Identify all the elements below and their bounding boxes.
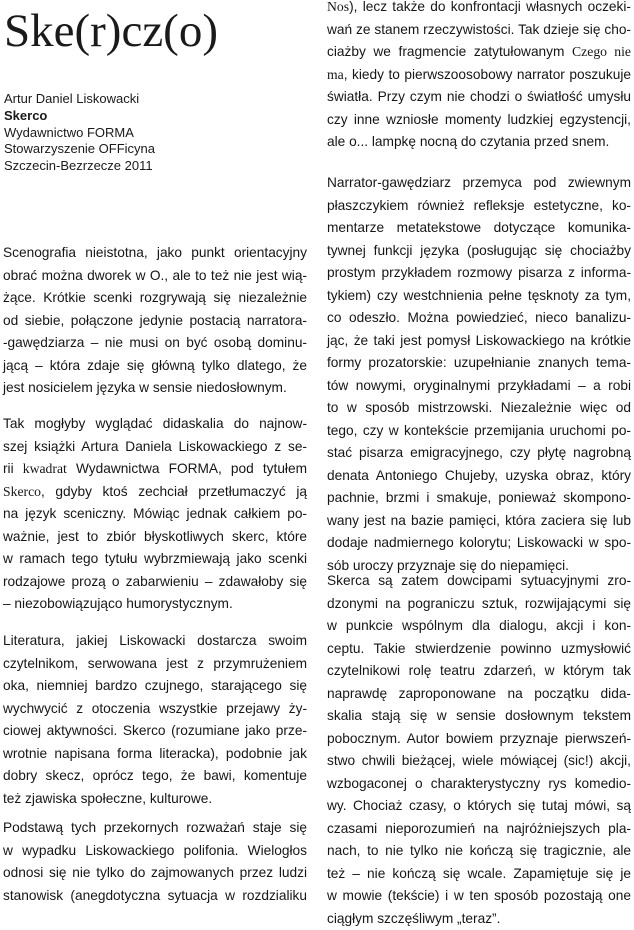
text-run: , gdyby ktoś zechciał przetłumaczyć ją xyxy=(41,484,307,499)
text-line: Skerca są zatem dowcipami sytuacyjnymi zro- xyxy=(327,570,631,593)
text-line: wy. Chociaż czasy, o których się tutaj mówi, są xyxy=(327,795,631,818)
text-line: nach, to nie tylko nie kończą się tragicznie, ale xyxy=(327,840,631,863)
paragraph-skerca xyxy=(327,570,631,930)
text-line: jąc, że taki jest pomysł Liskowackiego na krótkie xyxy=(327,330,631,353)
text-line: rodzajowe prozą o zabarwieniu – zdawałoby się xyxy=(3,571,307,594)
text-line: stanowisk (anegdotyczna sytuacja w rozdzialiku xyxy=(3,885,307,908)
paragraph-narrator xyxy=(327,172,631,577)
text-line: czytelnikowi rolę teatru zdarzeń, w którym tak xyxy=(327,660,631,683)
text-line: wany jest na bazie pamięci, która zaciera się lub xyxy=(327,510,631,533)
text-line: na język sceniczny. Mówiąc jednak całkiem po- xyxy=(3,503,307,526)
text-run: Wydawnictwa FORMA, pod tytułem xyxy=(67,461,307,476)
text-line: wań ze stanem rzeczywistości. Tak dzieje się cho- xyxy=(327,19,631,42)
text-line: dodaje nadmiernego kolorytu; Liskowacki w spo- xyxy=(327,532,631,555)
text-line: stać pisarza emigracyjnego, czy płytę nagrobną xyxy=(327,442,631,465)
text-line: tywnej funkcji języka (posługując się chociażby xyxy=(327,240,631,263)
text-line: Narrator-gawędziarz przemyca pod zwiewnym xyxy=(327,172,631,195)
text-line: wrotnie napisana forma literacka), podobnie jak xyxy=(3,743,307,766)
text-line: dzonymi na pograniczu sztuk, rozwijającymi się xyxy=(327,593,631,616)
text-line xyxy=(327,0,631,19)
text-line: stwo chwili bieżącej, wiele mówiącej (sic!) akcji, xyxy=(327,750,631,773)
paragraph-didaskalia xyxy=(3,413,307,616)
text-line: w wypadku Liskowackiego polifonia. Wielogłos xyxy=(3,840,307,863)
text-line: -gawędziarza – nie musi on być osobą dominu- xyxy=(3,332,307,355)
book-publisher: Wydawnictwo FORMA xyxy=(4,125,304,142)
text-line: szej książki Artura Daniela Liskowackiego z se- xyxy=(3,436,307,459)
paragraph-konfrontacja xyxy=(327,0,631,154)
text-line: jest nosicielem języka w sensie niedosłownym. xyxy=(3,377,307,400)
text-line: obrać można dworek w O., ale to też nie jest wią- xyxy=(3,265,307,288)
text-run: ), lecz także do konfrontacji własnych oczeki- xyxy=(349,0,631,14)
text-line: wzbogaconej o charakterystyczny rys komedio- xyxy=(327,773,631,796)
text-line: Tak mogłyby wyglądać didaskalia do najnow- xyxy=(3,413,307,436)
text-line xyxy=(3,481,307,504)
text-line: pachnie, brzmi i smakuje, ponieważ skompono- xyxy=(327,487,631,510)
book-place-year: Szczecin-Bezrzecze 2011 xyxy=(4,158,304,175)
book-association: Stowarzyszenie OFFicyna xyxy=(4,141,304,158)
text-line: mentarze metatekstowe dotyczące komunika- xyxy=(327,217,631,240)
text-line: ciowej aktywności. Skerco (rozumiane jako prze- xyxy=(3,720,307,743)
text-line: wychwycić z otoczenia wszystkie przejawy ży- xyxy=(3,698,307,721)
chapter-title-inline: ma xyxy=(327,67,344,82)
text-line xyxy=(327,64,631,87)
chapter-title-inline: Nos xyxy=(327,0,349,14)
text-line: tego, czy w kontekście przemijania uruchomi po- xyxy=(327,420,631,443)
text-line: oka, niemniej bardzo czujnego, starającego się xyxy=(3,675,307,698)
article-title: Ske(r)cz(o) xyxy=(4,6,304,56)
text-line: jącą – która zdaje się główną tylko dlatego, że xyxy=(3,355,307,378)
book-info xyxy=(4,91,304,175)
text-line: pobocznym. Autor bowiem przyznaje pierwszeń- xyxy=(327,728,631,751)
text-line: w mowie (tekście) i w ten sposób pozostają one xyxy=(327,885,631,908)
text-line: Scenografia nieistotna, jako punkt orientacyjny xyxy=(3,242,307,265)
paragraph-polifonia xyxy=(3,817,307,907)
text-line: sób uroczy przyznaje się do niepamięci. xyxy=(327,555,631,578)
text-line: formy prozatorskie: uzupełnianie znanych tema- xyxy=(327,352,631,375)
text-run: , kiedy to pierwszoosobowy narrator poszukuje xyxy=(344,67,631,82)
text-line: odnosi się nie tylko do zajmowanych przez ludzi xyxy=(3,862,307,885)
text-line xyxy=(327,41,631,64)
text-line: skalia stają się w sensie dosłownym tekstem xyxy=(327,705,631,728)
text-line: żące. Krótkie scenki rozgrywają się niezależnie xyxy=(3,287,307,310)
text-line: tykiem) czy westchnienia pełne tęsknoty za tym, xyxy=(327,285,631,308)
book-author: Artur Daniel Liskowacki xyxy=(4,91,304,108)
text-line: czy inne wzniosłe momenty ludzkiej egzystencji, xyxy=(327,109,631,132)
text-line: płaszczykiem również refleksje estetyczne, ko- xyxy=(327,195,631,218)
text-line: ciągłym szczęśliwym „teraz”. xyxy=(327,908,631,930)
text-line: też – nie kończą się wcale. Zapamiętuje się je xyxy=(327,863,631,886)
text-line: też zjawiska społeczne, kulturowe. xyxy=(3,788,307,811)
book-title-inline: Skerco xyxy=(3,484,41,499)
text-line: prostym przykładem rozmowy pisarza z informa- xyxy=(327,262,631,285)
text-run: ciażby we fragmencie zatytułowanym xyxy=(327,44,572,59)
text-line: co odeszło. Można powiedzieć, nieco banalizu- xyxy=(327,307,631,330)
text-line: ważnie, jest to zbiór błyskotliwych skerc, które xyxy=(3,526,307,549)
text-line: dobry skecz, oprócz tego, że bawi, komentuje xyxy=(3,765,307,788)
text-line: to w sposób mistrzowski. Niezależnie więc od xyxy=(327,397,631,420)
text-line: w punkcie wspólnym dla dialogu, akcji i kon- xyxy=(327,615,631,638)
text-run: rii xyxy=(3,461,23,476)
paragraph-scenografia xyxy=(3,242,307,400)
text-line: Podstawą tych przekornych rozważań staje się xyxy=(3,817,307,840)
text-line: ale o... lampkę nocną do czytania przed snem. xyxy=(327,131,631,154)
text-line: od siebie, połączone jedynie postacią narratora- xyxy=(3,310,307,333)
chapter-title-inline: Czego nie xyxy=(572,44,631,59)
text-line: światła. Przy czym nie chodzi o światłość umysłu xyxy=(327,86,631,109)
series-title: kwadrat xyxy=(23,461,67,476)
text-line: czasami nieporozumień na najróżniejszych pla- xyxy=(327,818,631,841)
text-line: Literatura, jakiej Liskowacki dostarcza swoim xyxy=(3,630,307,653)
book-title: Skerco xyxy=(4,108,304,125)
text-line xyxy=(3,458,307,481)
text-line: denata Antoniego Chujeby, uzyska obraz, który xyxy=(327,465,631,488)
text-line: tów nowymi, oryginalnymi przykładami – a robi xyxy=(327,375,631,398)
paragraph-literatura xyxy=(3,630,307,810)
text-line: w ramach tego tytułu wybrzmiewają jako scenki xyxy=(3,548,307,571)
text-line: – niezobowiązująco humorystycznym. xyxy=(3,593,307,616)
text-line: naprawdę zaproponowane na początku dida- xyxy=(327,683,631,706)
text-line: ceptu. Takie stwierdzenie powinno uzmysłowić xyxy=(327,638,631,661)
text-line: czytelnikom, serwowana jest z przymrużeniem xyxy=(3,653,307,676)
